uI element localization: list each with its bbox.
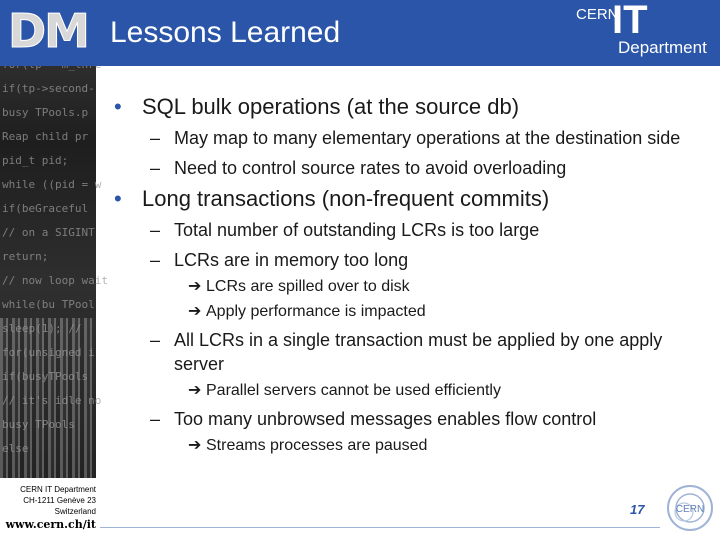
bullet-text: Too many unbrowsed messages enables flow control	[174, 409, 597, 429]
bullet-level-3	[110, 381, 710, 401]
arrow-icon: ➔	[188, 382, 202, 399]
side-code-strip	[0, 0, 108, 478]
bullet-level-2	[110, 156, 710, 180]
code-line: else	[2, 442, 29, 455]
bullet-text: Long transactions (non-frequent commits)	[142, 186, 550, 211]
code-line: // on a SIGINT	[2, 226, 95, 239]
bullet-level-2	[110, 218, 710, 242]
bullet-text: Need to control source rates to avoid overloading	[174, 158, 567, 178]
code-line: busy TPools.p	[2, 106, 89, 119]
code-line: while ((pid = w	[2, 178, 102, 191]
cern-it-logo	[576, 0, 714, 60]
footer-line-3: Switzerland	[54, 507, 96, 516]
bullet-level-1	[110, 94, 710, 120]
arrow-icon: ➔	[188, 303, 202, 320]
bullet-text: LCRs are spilled over to disk	[206, 278, 410, 295]
bullet-level-1	[110, 186, 710, 212]
bullet-level-2	[110, 126, 710, 150]
code-line: return;	[2, 250, 49, 263]
bullet-text: Parallel servers cannot be used efficiently	[206, 382, 501, 399]
bullet-marker: –	[150, 330, 161, 350]
slide-title: Lessons Learned	[110, 16, 341, 49]
code-line: if(busyTPools	[2, 370, 89, 383]
bullet-marker: –	[150, 250, 161, 270]
bullet-marker: –	[150, 220, 161, 240]
bullet-text: May map to many elementary operations at the destination side	[174, 128, 681, 148]
footer-line-2: CH-1211 Genève 23	[23, 496, 96, 505]
bullet-text: Total number of outstanding LCRs is too large	[174, 220, 540, 240]
arrow-icon: ➔	[188, 437, 202, 454]
bullet-level-2	[110, 248, 710, 272]
bullet-level-2	[110, 328, 710, 376]
bullet-level-3	[110, 277, 710, 297]
department-logo-text: Department	[618, 38, 707, 57]
code-line: for(unsigned i	[2, 346, 95, 359]
dm-logo: DM	[8, 4, 88, 58]
bullet-marker: –	[150, 128, 161, 148]
bullet-text: Apply performance is impacted	[206, 303, 426, 320]
bullet-level-3	[110, 302, 710, 322]
code-line: sleep(1); //	[2, 322, 82, 335]
cern-emblem-icon	[664, 482, 716, 534]
code-line: while(bu TPool	[2, 298, 95, 311]
footer-address	[0, 484, 96, 517]
bullet-marker: –	[150, 409, 161, 429]
bullet-marker: •	[114, 186, 122, 211]
code-line: pid_t pid;	[2, 154, 69, 167]
footer-line-1: CERN IT Department	[20, 485, 96, 494]
bullet-text: Streams processes are paused	[206, 437, 428, 454]
it-logo-text: IT	[612, 0, 648, 42]
slide-content	[110, 88, 710, 456]
code-line: if(beGraceful	[2, 202, 89, 215]
bullet-marker: •	[114, 94, 122, 119]
header-band	[0, 0, 720, 66]
bullet-text: LCRs are in memory too long	[174, 250, 409, 270]
bullet-text: SQL bulk operations (at the source db)	[142, 94, 520, 119]
code-line: Reap child pr	[2, 130, 89, 143]
code-line: busy TPools	[2, 418, 75, 431]
code-line: if(tp->second-	[2, 82, 95, 95]
code-line: // it's idle no	[2, 394, 102, 407]
page-number: 17	[630, 502, 645, 517]
bullet-text: All LCRs in a single transaction must be applied by one apply server	[174, 330, 663, 374]
arrow-icon: ➔	[188, 278, 202, 295]
emblem-text: CERN	[675, 504, 705, 515]
code-line: // now loop wait	[2, 274, 108, 287]
bullet-level-3	[110, 436, 710, 456]
footer-divider	[100, 527, 660, 528]
cern-logo-text: CERN	[576, 6, 619, 23]
bullet-marker: –	[150, 158, 161, 178]
footer-url: www.cern.ch/it	[5, 518, 96, 531]
bullet-level-2	[110, 407, 710, 431]
